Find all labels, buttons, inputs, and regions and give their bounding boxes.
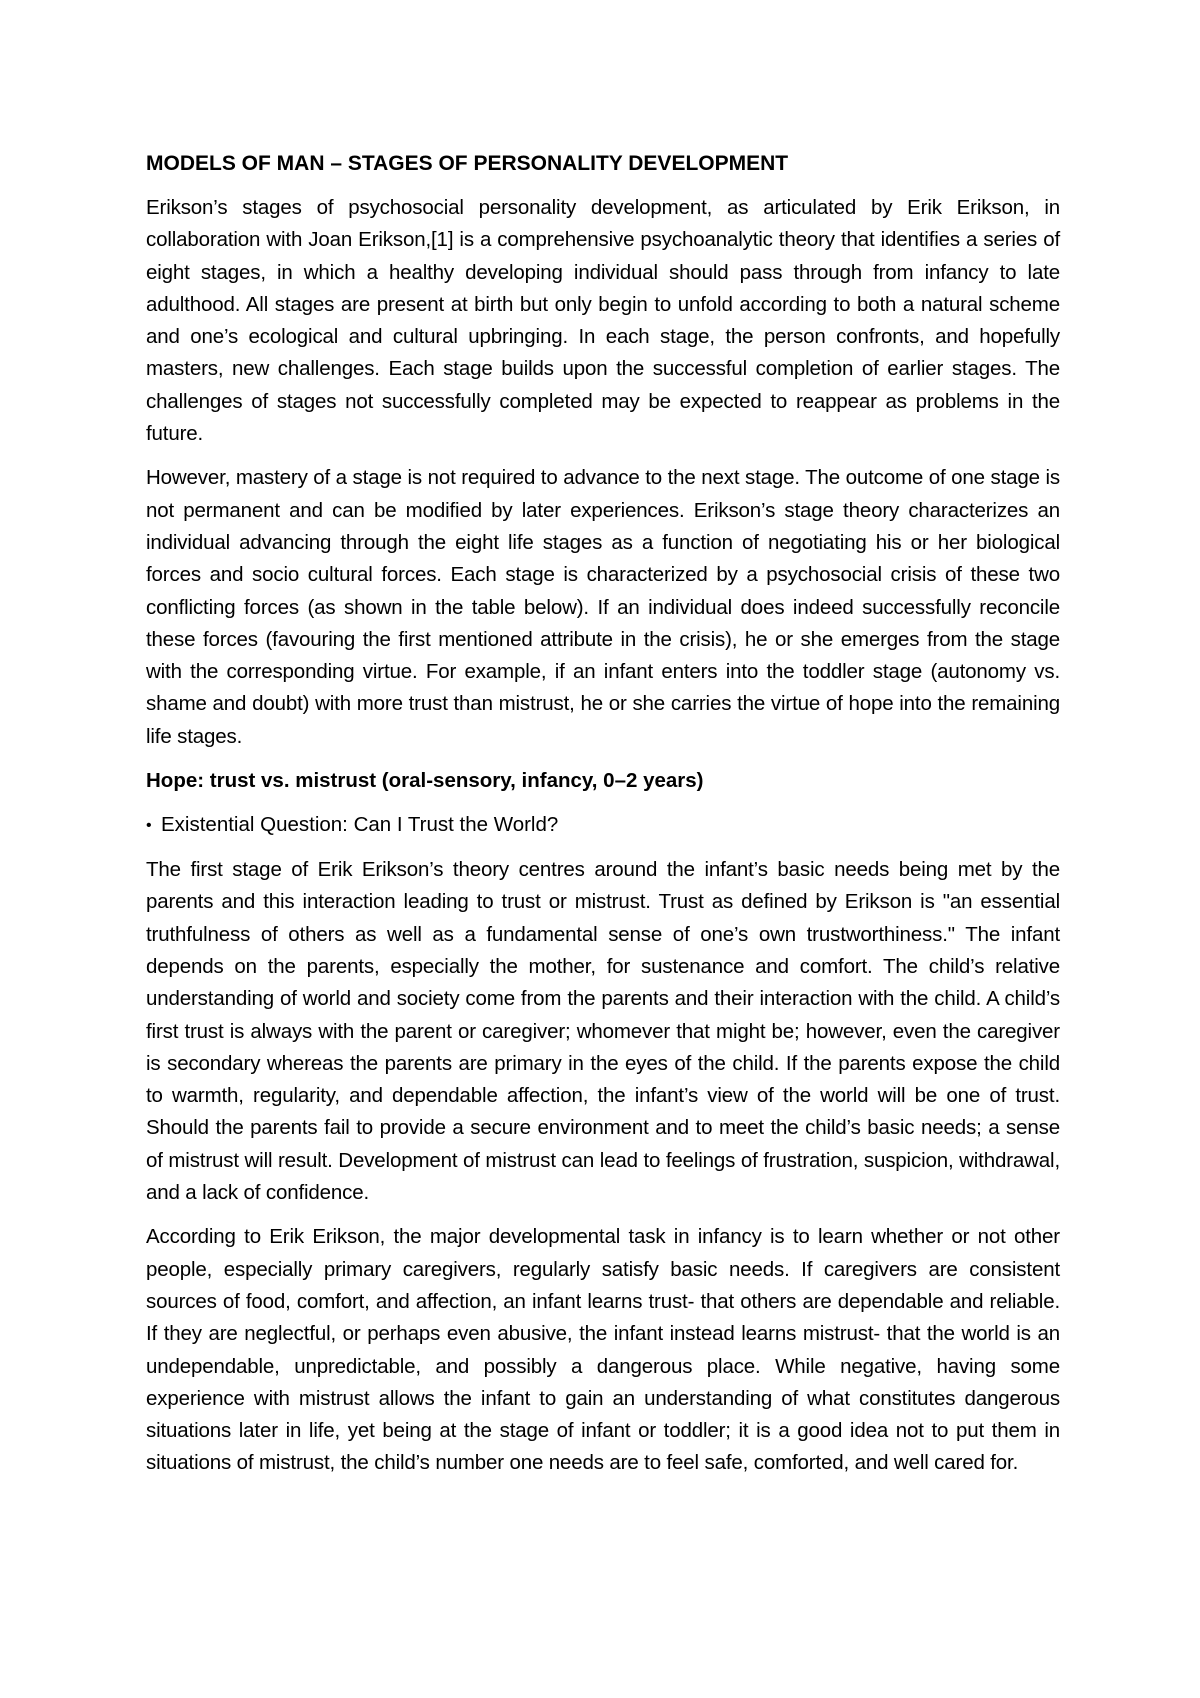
stage-heading: Hope: trust vs. mistrust (oral-sensory, infancy, 0–2 years) [146, 769, 704, 793]
first-stage-paragraph: The first stage of Erik Erikson’s theory centres around the infant’s basic needs being met by the parents and this interaction leading to trust or mistrust. Trust as defined by Erikson is "an essential truthfulness of others as well as a fundamental sense of one’s own trustworthiness." The infant depends on the parents, especially the mother, for sustenance and comfort. The child’s relative understanding of world and society come from the parents and their interaction with the child. A child’s first trust is always with the parent or caregiver; whomever that might be; however, even the caregiver is secondary whereas the parents are primary in the eyes of the child. If the parents expose the child to warmth, regularity, and dependable affection, the infant’s view of the world will be one of trust. Should the parents fail to provide a secure environment and to meet the child’s basic needs; a sense of mistrust will result. Development of mistrust can lead to feelings of frustration, suspicion, withdrawal, and a lack of confidence. [146, 858, 1060, 1205]
existential-question-text: Existential Question: Can I Trust the World? [161, 813, 559, 837]
document-title: MODELS OF MAN – STAGES OF PERSONALITY DEVELOPMENT [146, 152, 789, 175]
developmental-task-paragraph: According to Erik Erikson, the major developmental task in infancy is to learn whether or not other people, especially primary caregivers, regularly satisfy basic needs. If caregivers are consistent sources of food, comfort, and affection, an infant learns trust- that others are dependable and reliable. If they are neglectful, or perhaps even abusive, the infant instead learns mistrust- that the world is an undependable, unpredictable, and possibly a dangerous place. While negative, having some experience with mistrust allows the infant to gain an understanding of what constitutes dangerous situations later in life, yet being at the stage of infant or toddler; it is a good idea not to put them in situations of mistrust, the child’s number one needs are to feel safe, comforted, and well cared for. [146, 1225, 1060, 1475]
document-body [146, 148, 1060, 1492]
mastery-paragraph: However, mastery of a stage is not required to advance to the next stage. The outcome of one stage is not permanent and can be modified by later experiences. Erikson’s stage theory characterizes an individual advancing through the eight life stages as a function of negotiating his or her biological forces and socio cultural forces. Each stage is characterized by a psychosocial crisis of these two conflicting forces (as shown in the table below). If an individual does indeed successfully reconcile these forces (favouring the first mentioned attribute in the crisis), he or she emerges from the stage with the corresponding virtue. For example, if an infant enters into the toddler stage (autonomy vs. shame and doubt) with more trust than mistrust, he or she carries the virtue of hope into the remaining life stages. [146, 466, 1060, 748]
bullet-dot-icon: • [146, 817, 152, 835]
intro-paragraph: Erikson’s stages of psychosocial personality development, as articulated by Erik Erikson, in collaboration with Joan Erikson,[1] is a comprehensive psychoanalytic theory that identifies a series of eight stages, in which a healthy developing individual should pass through from infancy to late adulthood. All stages are present at birth but only begin to unfold according to both a natural scheme and one’s ecological and cultural upbringing. In each stage, the person confronts, and hopefully masters, new challenges. Each stage builds upon the successful completion of earlier stages. The challenges of stages not successfully completed may be expected to reappear as problems in the future. [146, 196, 1060, 446]
existential-question-bullet [146, 809, 1060, 842]
